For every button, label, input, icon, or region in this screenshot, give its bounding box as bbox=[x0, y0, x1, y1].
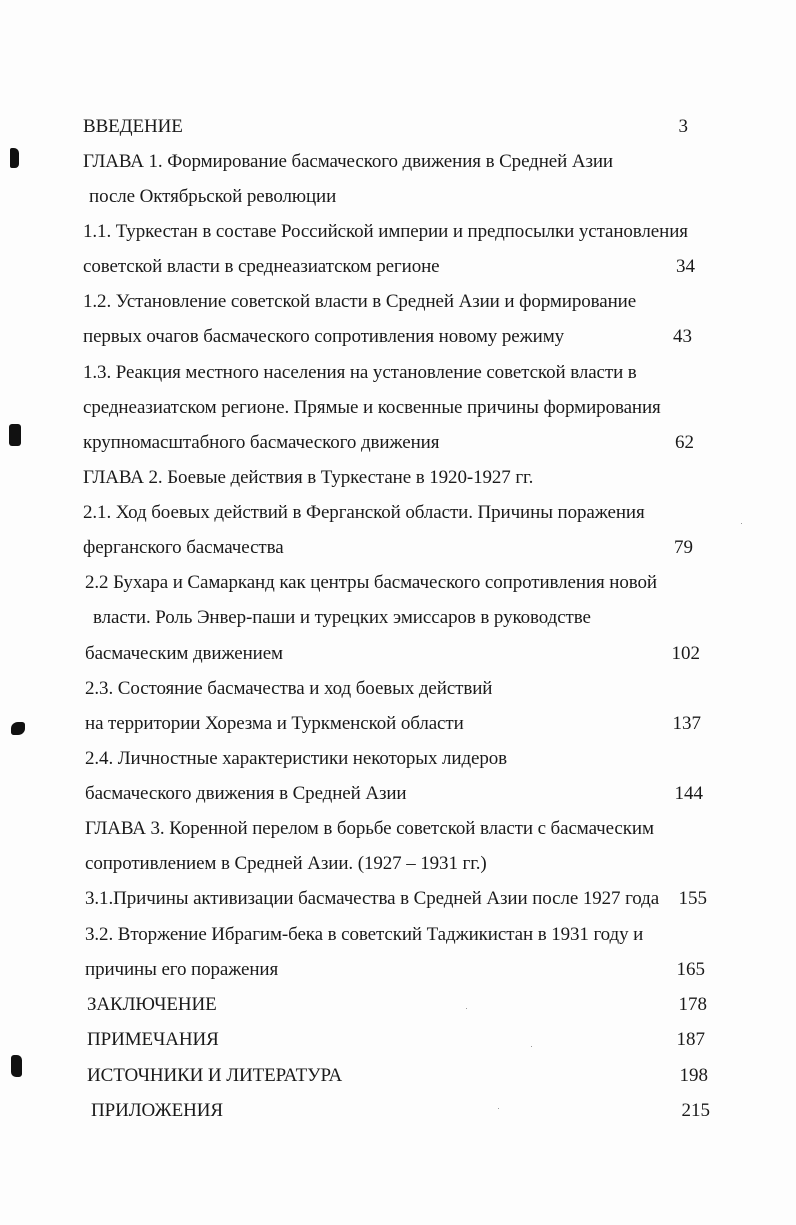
toc-section-2-2: 2.2 Бухара и Самарканд как центры басмаческого сопротивления новой bbox=[85, 572, 657, 593]
toc-intro-page: 3 bbox=[678, 116, 688, 137]
toc-section-2-3: 2.3. Состояние басмачества и ход боевых действий bbox=[85, 678, 493, 699]
toc-chapter2-title: ГЛАВА 2. Боевые действия в Туркестане в 1920-1927 гг. bbox=[83, 467, 534, 488]
toc-section-1-3-cont2: крупномасштабного басмаческого движения bbox=[83, 432, 440, 453]
toc-notes-title: ПРИМЕЧАНИЯ bbox=[87, 1029, 219, 1050]
toc-section-3-2-cont: причины его поражения bbox=[85, 959, 279, 980]
toc-appendix-page: 215 bbox=[681, 1100, 710, 1121]
toc-section-3-2: 3.2. Вторжение Ибрагим-бека в советский Таджикистан в 1931 году и bbox=[85, 924, 644, 945]
toc-section-2-4-page: 144 bbox=[674, 783, 703, 804]
scan-speck bbox=[466, 1008, 467, 1009]
toc-section-2-2-cont2: басмаческим движением bbox=[85, 643, 283, 664]
toc-conclusion-title: ЗАКЛЮЧЕНИЕ bbox=[87, 994, 217, 1015]
toc-section-2-1-cont: ферганского басмачества bbox=[83, 537, 284, 558]
toc-section-3-1-page: 155 bbox=[678, 888, 707, 909]
toc-section-1-2-page: 43 bbox=[673, 326, 692, 347]
toc-intro-title: ВВЕДЕНИЕ bbox=[83, 116, 183, 137]
toc-section-2-1: 2.1. Ход боевых действий в Ферганской области. Причины поражения bbox=[83, 502, 645, 523]
toc-section-2-4: 2.4. Личностные характеристики некоторых лидеров bbox=[85, 748, 508, 769]
toc-sources-page: 198 bbox=[679, 1065, 708, 1086]
toc-section-2-3-cont: на территории Хорезма и Туркменской области bbox=[85, 713, 464, 734]
toc-section-2-2-page: 102 bbox=[671, 643, 700, 664]
scan-artifact-4 bbox=[11, 1055, 22, 1077]
toc-section-3-2-page: 165 bbox=[676, 959, 705, 980]
scan-speck bbox=[531, 1046, 532, 1047]
scan-artifact-2 bbox=[9, 424, 21, 446]
toc-section-2-3-page: 137 bbox=[672, 713, 701, 734]
scan-speck bbox=[741, 523, 742, 524]
toc-chapter1-title-cont: после Октябрьской революции bbox=[89, 186, 337, 207]
toc-appendix-title: ПРИЛОЖЕНИЯ bbox=[91, 1100, 223, 1121]
toc-section-1-1-cont: советской власти в среднеазиатском регионе bbox=[83, 256, 440, 277]
toc-section-1-2: 1.2. Установление советской власти в Средней Азии и формирование bbox=[83, 291, 637, 312]
toc-section-2-2-cont: власти. Роль Энвер-паши и турецких эмиссаров в руководстве bbox=[93, 607, 591, 628]
toc-section-1-3: 1.3. Реакция местного населения на установление советской власти в bbox=[83, 362, 637, 383]
toc-sources-title: ИСТОЧНИКИ И ЛИТЕРАТУРА bbox=[87, 1065, 343, 1086]
toc-section-2-4-cont: басмаческого движения в Средней Азии bbox=[85, 783, 407, 804]
toc-section-1-2-cont: первых очагов басмаческого сопротивления новому режиму bbox=[83, 326, 565, 347]
scan-artifact-1 bbox=[10, 148, 19, 168]
scan-speck bbox=[498, 1108, 499, 1109]
toc-section-1-1: 1.1. Туркестан в составе Российской империи и предпосылки установления bbox=[83, 221, 688, 242]
toc-chapter3-title-cont: сопротивлением в Средней Азии. (1927 – 1931 гг.) bbox=[85, 853, 487, 874]
scan-artifact-3 bbox=[11, 722, 25, 735]
toc-section-1-1-page: 34 bbox=[676, 256, 695, 277]
toc-chapter3-title: ГЛАВА 3. Коренной перелом в борьбе советской власти с басмаческим bbox=[85, 818, 654, 839]
toc-chapter1-title: ГЛАВА 1. Формирование басмаческого движения в Средней Азии bbox=[83, 151, 613, 172]
toc-section-1-3-cont: среднеазиатском регионе. Прямые и косвенные причины формирования bbox=[83, 397, 661, 418]
toc-conclusion-page: 178 bbox=[678, 994, 707, 1015]
toc-section-1-3-page: 62 bbox=[675, 432, 694, 453]
toc-notes-page: 187 bbox=[676, 1029, 705, 1050]
toc-section-3-1: 3.1.Причины активизации басмачества в Средней Азии после 1927 года bbox=[85, 888, 660, 909]
toc-section-2-1-page: 79 bbox=[674, 537, 693, 558]
